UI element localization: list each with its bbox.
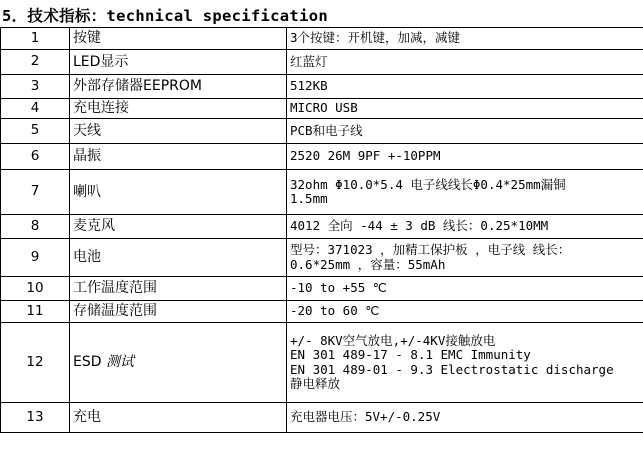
spec-item: 充电连接	[70, 99, 287, 119]
spec-item: 天线	[70, 119, 287, 144]
spec-item	[70, 323, 287, 403]
spec-item: 麦克风	[70, 215, 287, 239]
spec-value: MICRO USB	[287, 99, 643, 119]
row-number: 10	[1, 277, 70, 301]
spec-value: 3个按键：开机键，加减，减键	[287, 28, 643, 50]
spec-value: -20 to 60 ℃	[287, 301, 643, 323]
row-number: 6	[1, 144, 70, 170]
spec-value: -10 to +55 ℃	[287, 277, 643, 301]
spec-item: 晶振	[70, 144, 287, 170]
table-row	[1, 323, 643, 403]
row-number: 12	[1, 323, 70, 403]
table-row	[1, 50, 643, 75]
spec-value: PCB和电子线	[287, 119, 643, 144]
spec-item: 外部存储器EEPROM	[70, 75, 287, 99]
table-row	[1, 28, 643, 50]
spec-item: 充电	[70, 403, 287, 433]
spec-value: 32ohm Φ10.0*5.4 电子线线长Φ0.4*25mm漏铜 1.5mm	[287, 170, 643, 215]
spec-value: 充电器电压：5V+/-0.25V	[287, 403, 643, 433]
spec-item: 按键	[70, 28, 287, 50]
row-number: 11	[1, 301, 70, 323]
table-row	[1, 144, 643, 170]
spec-item-label: ESD	[73, 354, 102, 371]
spec-item: 喇叭	[70, 170, 287, 215]
spec-value: 2520 26M 9PF +-10PPM	[287, 144, 643, 170]
row-number: 9	[1, 239, 70, 277]
spec-item: 工作温度范围	[70, 277, 287, 301]
table-row	[1, 301, 643, 323]
row-number: 2	[1, 50, 70, 75]
table-row	[1, 99, 643, 119]
table-row	[1, 170, 643, 215]
row-number: 3	[1, 75, 70, 99]
row-number: 4	[1, 99, 70, 119]
table-row	[1, 239, 643, 277]
spec-item: 电池	[70, 239, 287, 277]
spec-value: 型号：371023 ，加精工保护板 ，电子线 线长： 0.6*25mm ，容量：55mAh	[287, 239, 643, 277]
spec-value: 红蓝灯	[287, 50, 643, 75]
row-number: 7	[1, 170, 70, 215]
table-row	[1, 403, 643, 433]
table-row	[1, 119, 643, 144]
table-row	[1, 277, 643, 301]
spec-item: LED显示	[70, 50, 287, 75]
spec-item: 存储温度范围	[70, 301, 287, 323]
section-title: 5．技术指标：technical specification	[2, 7, 328, 25]
spec-item-note: 测试	[105, 354, 134, 371]
row-number: 13	[1, 403, 70, 433]
row-number: 8	[1, 215, 70, 239]
row-number: 5	[1, 119, 70, 144]
spec-value: 512KB	[287, 75, 643, 99]
table-row	[1, 215, 643, 239]
spec-table	[0, 27, 643, 433]
spec-value: +/- 8KV空气放电,+/-4KV接触放电 EN 301 489-17 - 8.1 EMC Immunity EN 301 489-01 - 9.3 Electrostatic discharge 静电释放	[287, 323, 643, 403]
row-number: 1	[1, 28, 70, 50]
spec-value: 4012 全向 -44 ± 3 dB 线长：0.25*10MM	[287, 215, 643, 239]
table-row	[1, 75, 643, 99]
